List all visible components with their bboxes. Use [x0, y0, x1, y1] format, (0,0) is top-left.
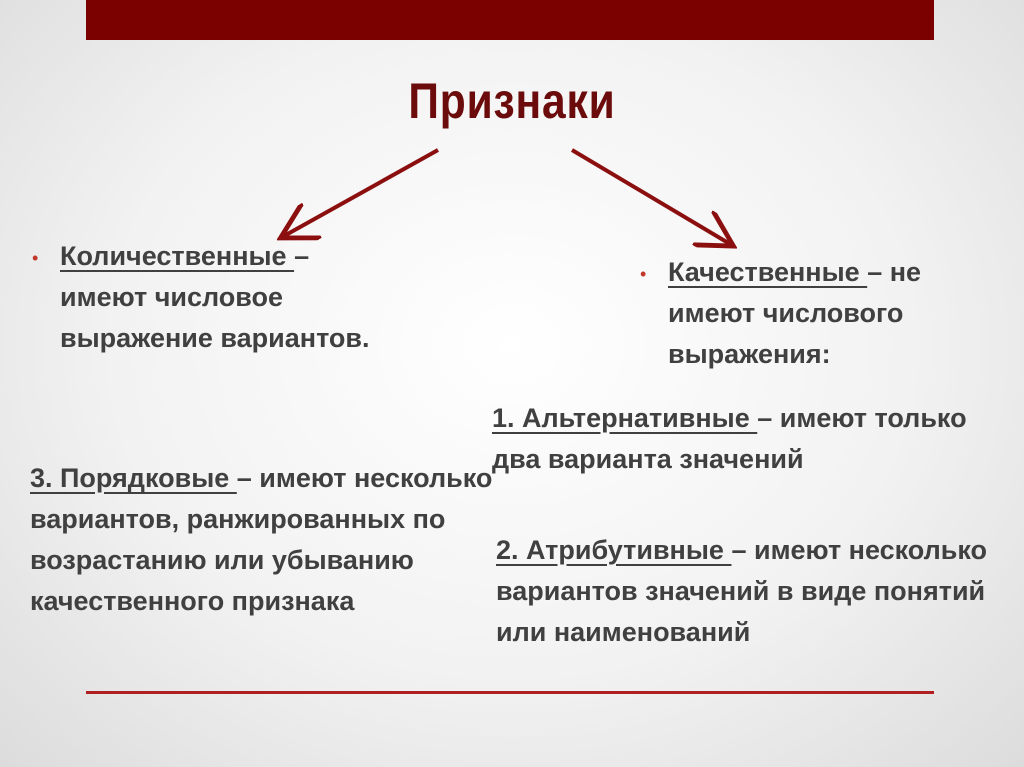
quantitative-term: Количественные	[60, 241, 295, 271]
quantitative-text	[60, 236, 390, 359]
attributive-description: – имеют несколько вариантов значений в виде понятий или наименований	[496, 535, 988, 647]
arrow-left	[284, 150, 438, 236]
ordinal-description: – имеют несколько вариантов, ранжированных по возрастанию или убыванию качественного признака	[30, 463, 493, 616]
qualitative-term: Качественные	[668, 257, 868, 287]
slide-title: Признаки	[408, 73, 616, 129]
alternative-description: – имеют только два варианта значений	[492, 403, 967, 474]
bullet-qualitative: •	[640, 264, 647, 284]
attributive-text	[496, 530, 1016, 653]
ordinal-term: 3. Порядковые	[30, 463, 237, 493]
quantitative-description: – имеют числовое выражение вариантов.	[60, 241, 370, 353]
bullet-quantitative: •	[32, 248, 39, 268]
arrow-right	[572, 150, 730, 244]
alternative-text	[492, 398, 1002, 480]
bottom-divider	[86, 691, 934, 694]
attributive-term: 2. Атрибутивные	[496, 535, 732, 565]
alternative-term: 1. Альтернативные	[492, 403, 758, 433]
qualitative-description: – не имеют числового выражения:	[668, 257, 922, 369]
qualitative-text	[668, 252, 998, 375]
ordinal-text	[30, 458, 510, 622]
